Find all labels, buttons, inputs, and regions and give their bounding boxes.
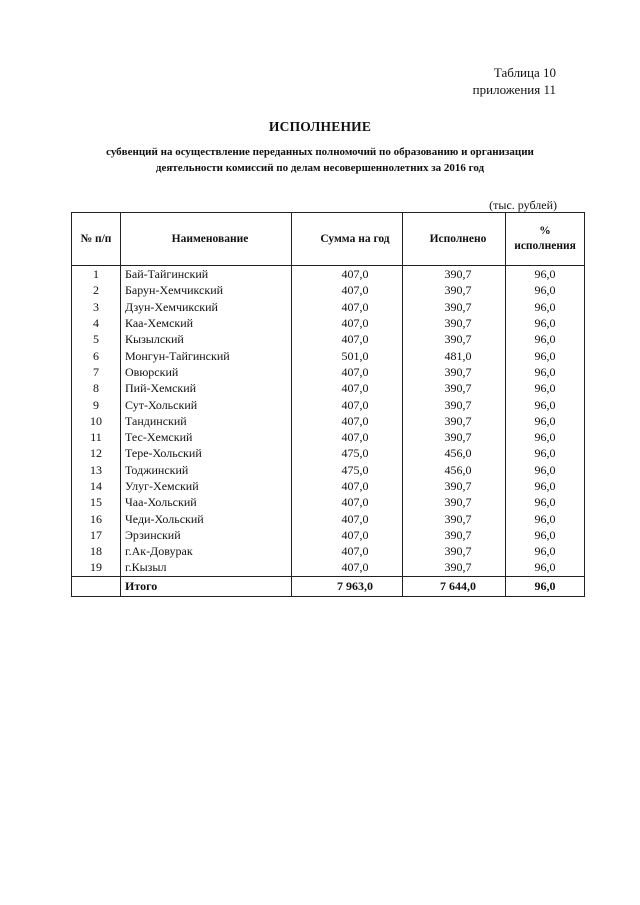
header-percent-sign: % bbox=[539, 225, 551, 237]
row-num: 5 bbox=[72, 331, 121, 347]
row-executed: 390,7 bbox=[403, 413, 506, 429]
row-sum: 407,0 bbox=[292, 266, 403, 283]
row-executed: 390,7 bbox=[403, 282, 506, 298]
row-percent: 96,0 bbox=[506, 315, 585, 331]
row-name: Тес-Хемский bbox=[121, 429, 292, 445]
row-sum: 407,0 bbox=[292, 380, 403, 396]
table-row bbox=[72, 510, 585, 526]
row-percent: 96,0 bbox=[506, 543, 585, 559]
row-sum: 475,0 bbox=[292, 462, 403, 478]
row-num: 3 bbox=[72, 299, 121, 315]
row-num: 19 bbox=[72, 559, 121, 576]
row-sum: 407,0 bbox=[292, 527, 403, 543]
row-sum: 407,0 bbox=[292, 396, 403, 412]
row-sum: 407,0 bbox=[292, 478, 403, 494]
table-row bbox=[72, 266, 585, 283]
row-name: Улуг-Хемский bbox=[121, 478, 292, 494]
row-sum: 407,0 bbox=[292, 364, 403, 380]
row-name: Кызылский bbox=[121, 331, 292, 347]
table-row bbox=[72, 315, 585, 331]
table-row bbox=[72, 527, 585, 543]
row-executed: 390,7 bbox=[403, 510, 506, 526]
row-percent: 96,0 bbox=[506, 380, 585, 396]
total-label: Итого bbox=[121, 576, 292, 596]
row-percent: 96,0 bbox=[506, 266, 585, 283]
row-name: Тандинский bbox=[121, 413, 292, 429]
row-num: 7 bbox=[72, 364, 121, 380]
row-executed: 390,7 bbox=[403, 299, 506, 315]
row-sum: 407,0 bbox=[292, 543, 403, 559]
total-executed: 7 644,0 bbox=[403, 576, 506, 596]
row-num: 12 bbox=[72, 445, 121, 461]
row-name: Эрзинский bbox=[121, 527, 292, 543]
row-executed: 390,7 bbox=[403, 380, 506, 396]
row-num: 15 bbox=[72, 494, 121, 510]
header-sum: Сумма на год bbox=[292, 213, 403, 266]
table-row bbox=[72, 462, 585, 478]
row-num: 16 bbox=[72, 510, 121, 526]
table-row bbox=[72, 429, 585, 445]
row-percent: 96,0 bbox=[506, 559, 585, 576]
row-executed: 390,7 bbox=[403, 494, 506, 510]
table-row bbox=[72, 445, 585, 461]
table-row bbox=[72, 282, 585, 298]
row-executed: 390,7 bbox=[403, 543, 506, 559]
row-num: 13 bbox=[72, 462, 121, 478]
row-percent: 96,0 bbox=[506, 331, 585, 347]
row-num: 11 bbox=[72, 429, 121, 445]
table-row bbox=[72, 559, 585, 576]
row-name: Чеди-Хольский bbox=[121, 510, 292, 526]
row-name: Тере-Хольский bbox=[121, 445, 292, 461]
row-executed: 390,7 bbox=[403, 364, 506, 380]
row-executed: 456,0 bbox=[403, 462, 506, 478]
row-sum: 407,0 bbox=[292, 331, 403, 347]
row-name: Овюрский bbox=[121, 364, 292, 380]
row-percent: 96,0 bbox=[506, 413, 585, 429]
row-name: Сут-Хольский bbox=[121, 396, 292, 412]
table-header-row bbox=[72, 213, 585, 266]
row-num: 9 bbox=[72, 396, 121, 412]
row-executed: 481,0 bbox=[403, 347, 506, 363]
row-name: г.Ак-Довурак bbox=[121, 543, 292, 559]
row-num: 6 bbox=[72, 347, 121, 363]
row-num: 14 bbox=[72, 478, 121, 494]
row-sum: 407,0 bbox=[292, 299, 403, 315]
row-sum: 407,0 bbox=[292, 559, 403, 576]
row-percent: 96,0 bbox=[506, 478, 585, 494]
row-num: 2 bbox=[72, 282, 121, 298]
table-row bbox=[72, 364, 585, 380]
appendix-number: приложения 11 bbox=[472, 82, 556, 97]
row-sum: 407,0 bbox=[292, 282, 403, 298]
row-percent: 96,0 bbox=[506, 347, 585, 363]
row-percent: 96,0 bbox=[506, 510, 585, 526]
header-name-label: Наименование bbox=[171, 232, 249, 245]
table-row bbox=[72, 494, 585, 510]
row-percent: 96,0 bbox=[506, 445, 585, 461]
header-executed: Исполнено bbox=[403, 213, 506, 266]
row-name: Монгун-Тайгинский bbox=[121, 347, 292, 363]
row-percent: 96,0 bbox=[506, 396, 585, 412]
table-row bbox=[72, 543, 585, 559]
row-executed: 390,7 bbox=[403, 266, 506, 283]
row-sum: 501,0 bbox=[292, 347, 403, 363]
table-row bbox=[72, 347, 585, 363]
row-name: Пий-Хемский bbox=[121, 380, 292, 396]
row-num: 1 bbox=[72, 266, 121, 283]
row-percent: 96,0 bbox=[506, 299, 585, 315]
row-percent: 96,0 bbox=[506, 527, 585, 543]
row-percent: 96,0 bbox=[506, 282, 585, 298]
row-num: 8 bbox=[72, 380, 121, 396]
row-name: Бай-Тайгинский bbox=[121, 266, 292, 283]
row-sum: 407,0 bbox=[292, 429, 403, 445]
row-sum: 407,0 bbox=[292, 510, 403, 526]
row-executed: 390,7 bbox=[403, 527, 506, 543]
header-percent bbox=[506, 213, 585, 266]
row-num: 4 bbox=[72, 315, 121, 331]
row-executed: 390,7 bbox=[403, 331, 506, 347]
row-name: Чаа-Хольский bbox=[121, 494, 292, 510]
table-reference bbox=[473, 64, 556, 98]
row-sum: 407,0 bbox=[292, 494, 403, 510]
row-sum: 475,0 bbox=[292, 445, 403, 461]
row-name: Тоджинский bbox=[121, 462, 292, 478]
row-percent: 96,0 bbox=[506, 462, 585, 478]
table-row bbox=[72, 331, 585, 347]
row-executed: 390,7 bbox=[403, 478, 506, 494]
row-name: Дзун-Хемчикский bbox=[121, 299, 292, 315]
row-percent: 96,0 bbox=[506, 364, 585, 380]
table-number: Таблица 10 bbox=[493, 65, 556, 80]
subtitle-line-2: деятельности комиссий по делам несовершеннолетних за 2016 год bbox=[155, 162, 485, 174]
row-executed: 390,7 bbox=[403, 559, 506, 576]
document-title: ИСПОЛНЕНИЕ bbox=[268, 119, 372, 134]
total-sum: 7 963,0 bbox=[292, 576, 403, 596]
row-num: 10 bbox=[72, 413, 121, 429]
table-total-row bbox=[72, 576, 585, 596]
header-num: № п/п bbox=[72, 213, 121, 266]
table-row bbox=[72, 299, 585, 315]
row-name: г.Кызыл bbox=[121, 559, 292, 576]
row-executed: 390,7 bbox=[403, 315, 506, 331]
execution-table bbox=[71, 212, 585, 597]
row-executed: 456,0 bbox=[403, 445, 506, 461]
row-percent: 96,0 bbox=[506, 494, 585, 510]
unit-label: (тыс. рублей) bbox=[489, 198, 557, 212]
table-row bbox=[72, 380, 585, 396]
row-sum: 407,0 bbox=[292, 413, 403, 429]
total-num-cell bbox=[72, 576, 121, 596]
row-percent: 96,0 bbox=[506, 429, 585, 445]
subtitle-line-1: субвенций на осуществление переданных полномочий по образованию и организации bbox=[106, 146, 534, 158]
row-executed: 390,7 bbox=[403, 396, 506, 412]
table-row bbox=[72, 413, 585, 429]
row-executed: 390,7 bbox=[403, 429, 506, 445]
row-name: Каа-Хемский bbox=[121, 315, 292, 331]
table-row bbox=[72, 396, 585, 412]
table-body bbox=[72, 266, 585, 597]
document-subtitle bbox=[70, 144, 570, 176]
header-name bbox=[121, 213, 292, 266]
row-num: 18 bbox=[72, 543, 121, 559]
table-row bbox=[72, 478, 585, 494]
row-num: 17 bbox=[72, 527, 121, 543]
row-name: Барун-Хемчикский bbox=[121, 282, 292, 298]
row-sum: 407,0 bbox=[292, 315, 403, 331]
header-percent-label: исполнения bbox=[514, 240, 576, 252]
total-percent: 96,0 bbox=[506, 576, 585, 596]
